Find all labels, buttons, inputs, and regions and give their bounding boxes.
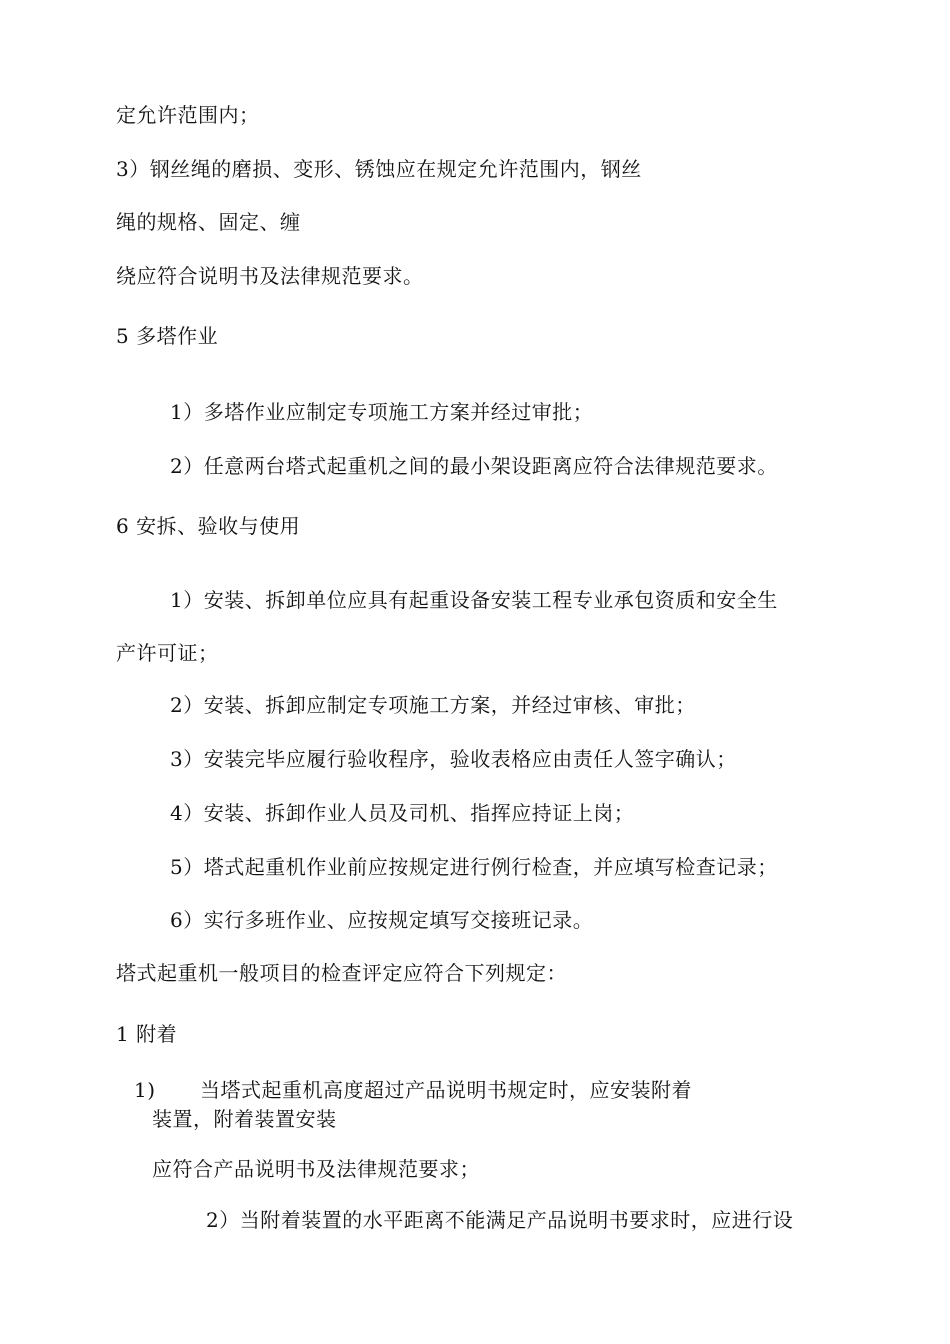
text-line: 产许可证； bbox=[116, 641, 219, 665]
text-line: 定允许范围内； bbox=[116, 103, 260, 127]
list-item bbox=[134, 1076, 692, 1104]
text-line: 绕应符合说明书及法律规范要求。 bbox=[116, 264, 424, 288]
list-item: 2）安装、拆卸应制定专项施工方案，并经过审核、审批； bbox=[170, 693, 696, 717]
section-heading: 6 安拆、验收与使用 bbox=[116, 514, 301, 538]
list-item: 1）安装、拆卸单位应具有起重设备安装工程专业承包资质和安全生 bbox=[170, 588, 778, 612]
section-heading: 5 多塔作业 bbox=[116, 324, 219, 348]
list-number: 1) bbox=[134, 1078, 156, 1102]
list-item-text: 当塔式起重机高度超过产品说明书规定时，应安装附着 bbox=[200, 1078, 692, 1102]
list-item: 2）当附着装置的水平距离不能满足产品说明书要求时，应进行设 bbox=[206, 1208, 794, 1232]
text-line: 装置，附着装置安装 bbox=[152, 1107, 337, 1131]
list-item: 1）多塔作业应制定专项施工方案并经过审批； bbox=[170, 400, 594, 424]
text-line: 应符合产品说明书及法律规范要求； bbox=[152, 1157, 480, 1181]
text-line: 塔式起重机一般项目的检查评定应符合下列规定： bbox=[116, 961, 567, 985]
list-item: 5）塔式起重机作业前应按规定进行例行检查，并应填写检查记录； bbox=[170, 855, 778, 879]
text-line: 3）钢丝绳的磨损、变形、锈蚀应在规定允许范围内，钢丝 bbox=[116, 157, 642, 181]
text-line: 绳的规格、固定、缠 bbox=[116, 210, 301, 234]
list-item: 3）安装完毕应履行验收程序，验收表格应由责任人签字确认； bbox=[170, 747, 737, 771]
section-heading: 1 附着 bbox=[116, 1022, 178, 1046]
list-item: 2）任意两台塔式起重机之间的最小架设距离应符合法律规范要求。 bbox=[170, 454, 778, 478]
list-item: 6）实行多班作业、应按规定填写交接班记录。 bbox=[170, 908, 594, 932]
list-item: 4）安装、拆卸作业人员及司机、指挥应持证上岗； bbox=[170, 801, 635, 825]
